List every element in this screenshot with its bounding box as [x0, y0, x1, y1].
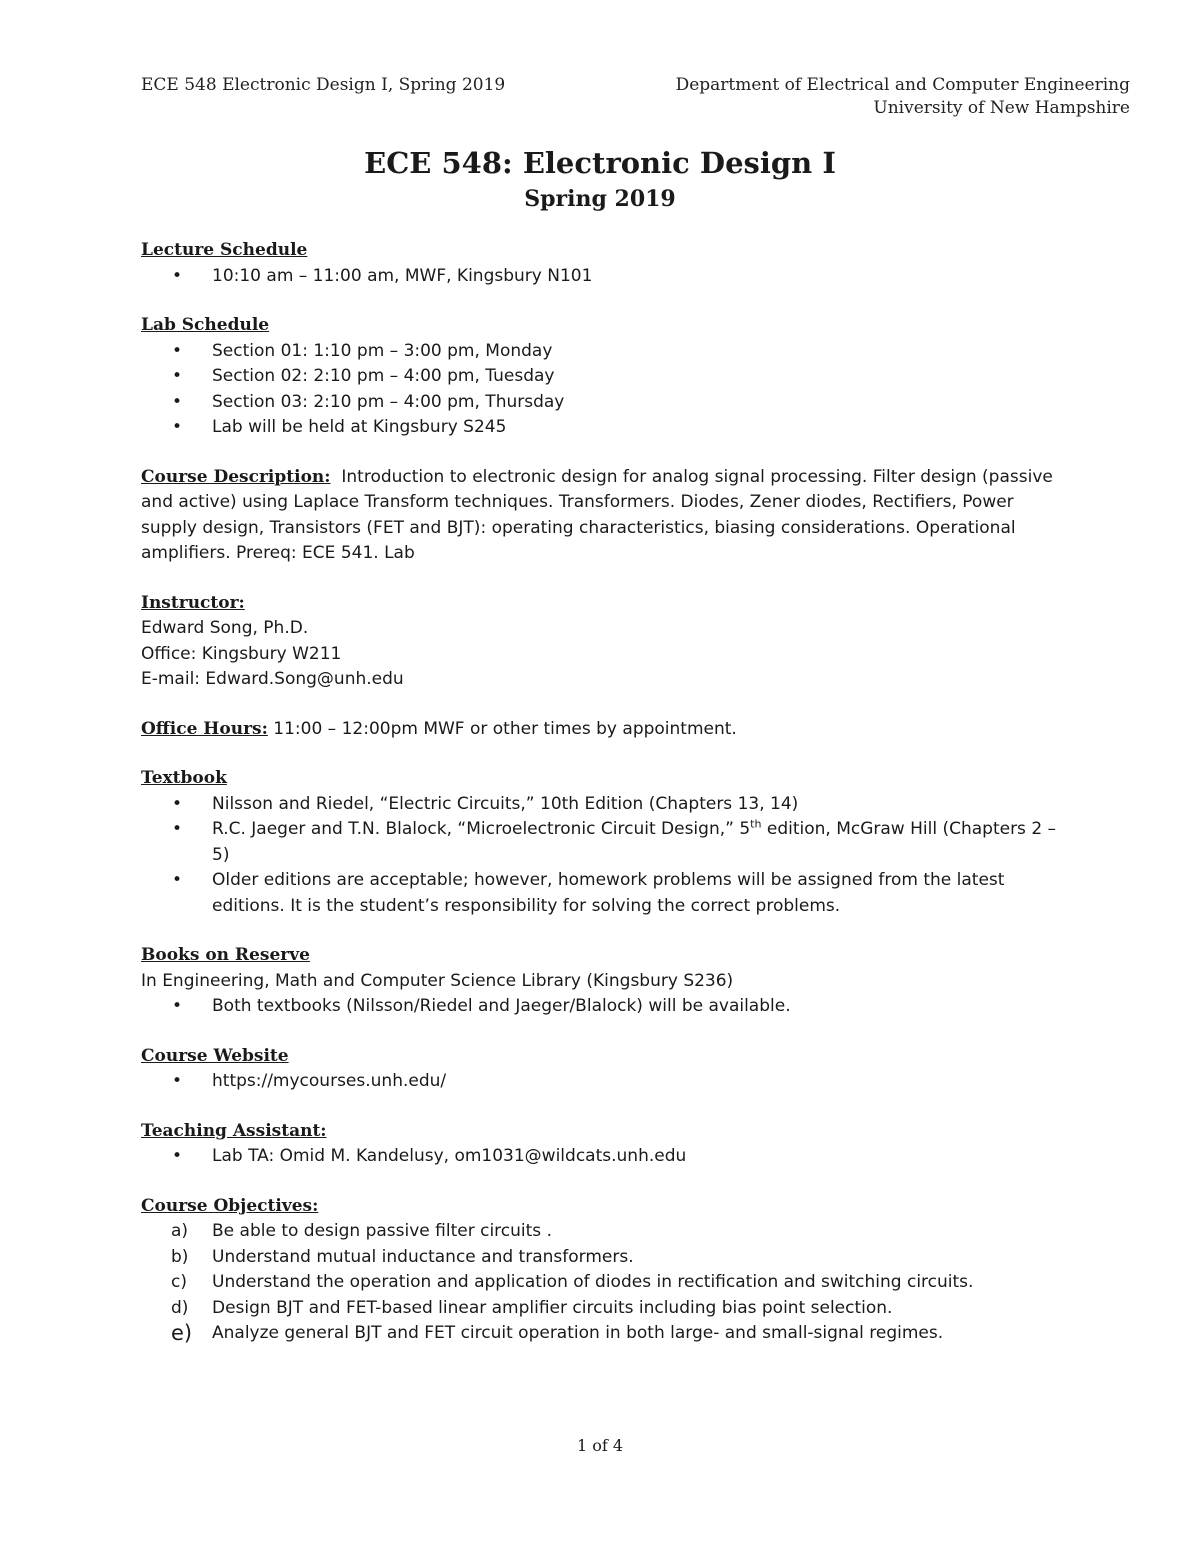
course-objectives-heading: Course Objectives: [141, 1195, 319, 1216]
instructor-office: Office: Kingsbury W211 [141, 643, 342, 664]
course-description-text: Introduction to electronic design for analog signal processing. Filter design (passive and active) using Laplace Transform techniques. Transformers. Diodes, Zener diodes, Rectifiers, Power supply design, Transistors (FET and BJT): operating characteristics, biasing considerations. Operational amplifiers. Prereq: ECE 541. Lab [141, 466, 1053, 563]
page-number: 1 of 4 [576, 1436, 624, 1455]
objective-text: Analyze general BJT and FET circuit operation in both large- and small-signal regimes. [212, 1323, 944, 1343]
lab-schedule-list [141, 339, 1061, 441]
objective-text: Understand mutual inductance and transformers. [212, 1246, 634, 1267]
books-on-reserve-text: In Engineering, Math and Computer Science Library (Kingsbury S236) [141, 970, 734, 991]
list-marker: e) [171, 1321, 193, 1345]
instructor-section [141, 591, 1061, 693]
course-description-section [141, 465, 1061, 567]
lab-schedule-heading: Lab Schedule [141, 315, 270, 335]
lecture-schedule-section [141, 238, 1061, 289]
header-university-line: University of New Hampshire [873, 98, 1130, 118]
lab-schedule-section [141, 313, 1061, 441]
books-on-reserve-heading: Books on Reserve [141, 945, 310, 965]
list-item [141, 1270, 1061, 1296]
list-item: • Both textbooks (Nilsson/Riedel and Jaeger/Blalock) will be available. [141, 994, 1061, 1020]
course-objectives-section [141, 1194, 1061, 1347]
office-hours-section [141, 717, 1061, 743]
list-item: • Section 01: 1:10 pm – 3:00 pm, Monday [141, 339, 1061, 365]
objective-text: Be able to design passive filter circuits . [212, 1221, 552, 1241]
page-subtitle: Spring 2019 [524, 186, 676, 212]
header-course-label: ECE 548 Electronic Design I, Spring 2019 [141, 75, 506, 95]
textbook-item-superscript: th [750, 817, 762, 831]
textbook-heading: Textbook [141, 768, 227, 788]
course-website-heading: Course Website [141, 1045, 289, 1066]
list-item [141, 1296, 1061, 1322]
page-title: ECE 548: Electronic Design I [364, 146, 836, 180]
list-item [141, 817, 1061, 868]
textbook-section [141, 766, 1061, 919]
list-item: • Lab TA: Omid M. Kandelusy, om1031@wildcats.unh.edu [141, 1144, 1061, 1170]
objective-text: Understand the operation and application of diodes in rectification and switching circuits. [212, 1272, 974, 1292]
teaching-assistant-list [141, 1144, 1061, 1170]
list-item [141, 1245, 1061, 1271]
textbook-item-text: edition, McGraw Hill (Chapters 2 – 5) [212, 819, 1057, 865]
lecture-schedule-list [141, 264, 1061, 290]
course-website-section [141, 1044, 1061, 1095]
list-item: • Lab will be held at Kingsbury S245 [141, 415, 1061, 441]
list-item [141, 1219, 1061, 1245]
list-marker: b) [171, 1246, 189, 1267]
instructor-heading: Instructor: [141, 592, 245, 613]
list-marker: d) [171, 1297, 189, 1318]
textbook-list [141, 792, 1061, 920]
books-on-reserve-section [141, 943, 1061, 1020]
course-website-link[interactable]: • https://mycourses.unh.edu/ [141, 1069, 1061, 1095]
header-department [676, 74, 1130, 120]
list-item: • Section 02: 2:10 pm – 4:00 pm, Tuesday [141, 364, 1061, 390]
list-item: • Section 03: 2:10 pm – 4:00 pm, Thursday [141, 390, 1061, 416]
syllabus-body [141, 238, 1061, 1371]
office-hours-text: 11:00 – 12:00pm MWF or other times by appointment. [273, 718, 737, 739]
textbook-item-text: R.C. Jaeger and T.N. Blalock, “Microelectronic Circuit Design,” 5 [212, 819, 751, 839]
instructor-name: Edward Song, Ph.D. [141, 618, 309, 638]
list-item: • 10:10 am – 11:00 am, MWF, Kingsbury N101 [141, 264, 1061, 290]
list-item: • Nilsson and Riedel, “Electric Circuits,” 10th Edition (Chapters 13, 14) [141, 792, 1061, 818]
course-website-list [141, 1069, 1061, 1095]
instructor-email: E-mail: Edward.Song@unh.edu [141, 669, 404, 689]
list-marker: a) [171, 1221, 189, 1241]
teaching-assistant-section [141, 1119, 1061, 1170]
books-on-reserve-list [141, 994, 1061, 1020]
list-item: • Older editions are acceptable; however, homework problems will be assigned from the latest editions. It is the student’s responsibility for solving the correct problems. [141, 868, 1061, 919]
teaching-assistant-heading: Teaching Assistant: [141, 1120, 327, 1141]
course-objectives-list [141, 1219, 1061, 1347]
office-hours-heading: Office Hours: [141, 718, 268, 739]
lecture-schedule-heading: Lecture Schedule [141, 240, 308, 260]
list-item [141, 1321, 1061, 1347]
header-department-line: Department of Electrical and Computer Engineering [675, 75, 1130, 95]
course-description-heading: Course Description: [141, 466, 331, 487]
objective-text: Design BJT and FET-based linear amplifier circuits including bias point selection. [212, 1297, 893, 1318]
list-marker: c) [171, 1272, 187, 1292]
